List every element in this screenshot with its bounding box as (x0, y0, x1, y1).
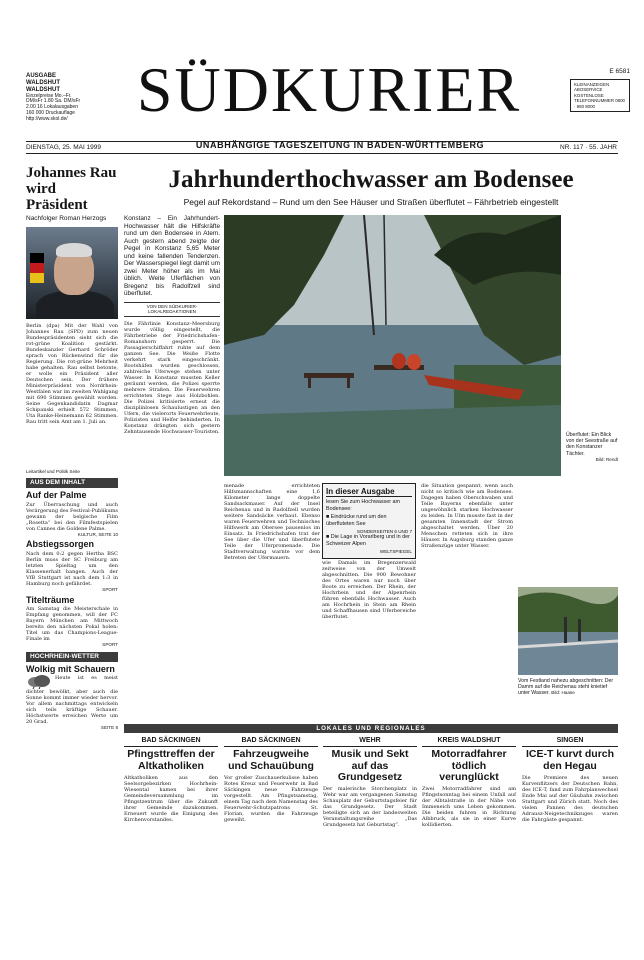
masthead-rule-bottom (26, 153, 618, 154)
small-photo-caption-text: Vom Festland nahezu abgeschnitten: Der Damm auf die Reichenau steht knietief unter Wasser. (518, 678, 614, 697)
teaser-ref-palme: KULTUR, SEITE 10 (77, 531, 118, 537)
box-intro: lesen Sie zum Hochwasser am Bodensee: (326, 499, 401, 512)
section-band-contents: AUS DEM INHALT (26, 478, 118, 488)
teaser-title-palme: Auf der Palme (26, 489, 87, 500)
masthead-rule-top (26, 141, 618, 142)
local-text-2: Vor großer Zuschauerkulisse haben Rotes Kreuz und Feuerwehr in Bad Säckingen neue Fahrzeuge vorgestellt. Am Pfingstsamstag, einem Tag nach dem Namenstag des Feuerwehr-Schutzpatrons St. Florian, wurden die Fahrzeuge geweiht. (224, 774, 318, 823)
local-article-4 (422, 737, 516, 828)
rau-headline: Johannes Rau wird Präsident (26, 165, 117, 213)
box-title: In dieser Ausgabe (326, 487, 412, 497)
german-flag (30, 253, 44, 283)
local-place-5: SINGEN (522, 737, 618, 747)
small-photo-credit: Bild: Haase (551, 690, 575, 696)
edition-label: AUSGABE WALDSHUT WALDSHUT (26, 73, 60, 93)
lead-article-column (124, 215, 220, 651)
main-article-col4: die Situation gespannt, wenn auch nicht so kritisch wie am Bodensee. Dagegen haben Oberschwaben und Teile Bayerns ebenfalls unter ungewöhnlich starken Hochwasser zu leiden. In Ulm musste fast in der gesamten Innenstadt der Strom abgeschaltet werden. Über 20 Menschen retteten sich in ihre Häuser. In Augsburg standen ganze Straßenzüge unter Wasser. (421, 483, 513, 549)
rain-cloud-icon (26, 675, 52, 689)
box-item-2: ■ Die Lage in Vorarlberg und in der Schweizer Alpen (326, 534, 410, 547)
issue-number: NR. 117 · 55. JAHR (560, 144, 617, 151)
teaser-ref-titel: SPORT (102, 642, 118, 648)
main-subheadline: Pegel auf Rekordstand – Rund um den See Häuser und Straßen überflutet – Fährbetrieb eingestellt (183, 197, 559, 207)
local-place-4: KREIS WALDSHUT (422, 737, 516, 747)
left-column (26, 166, 118, 731)
main-headline: Jahrhunderthochwasser am Bodensee (168, 166, 574, 193)
local-article-5 (522, 737, 618, 823)
flood-scene-image (224, 215, 561, 476)
teaser-text-abstieg: Nach dem 0:2 gegen Hertha BSC Berlin muss der SC Freiburg am letzten Spieltag um den Klassenerhalt bangen. Auch der VfB Stuttgart ist nach dem 1:3 in Hamburg noch gefährdet. (26, 551, 118, 588)
issue-date: DIENSTAG, 25. MAI 1999 (26, 144, 102, 151)
dam-scene-image (518, 587, 618, 675)
local-place-2: BAD SÄCKINGEN (224, 737, 318, 747)
main-article-col2: menade errichteten Hilfsmannschaften eine 1,6 Kilometer lange doppelte Sandsackmauer. Auf der Insel Reichenau und in Radolfzell wurden weitere Sandsäcke verbaut. Ebenso waren Feuerwehren und Technisches Hilfswerk am Obersee pausenlos im Einsatz. In Friedrichshafen trat der See über die Ufer und überflutete Teile der Uferpromenade. Die Stadtverwaltung warnte vor dem Betreten der Ufermauern. (224, 483, 320, 561)
local-article-3 (323, 737, 417, 828)
flood-photo-main (224, 215, 561, 476)
rau-article-ref: Leitartikel und Politik Seite (26, 468, 80, 474)
teaser-text-titel: Am Samstag die Meisterschale in Empfang genommen, will der FC Bayern München am Mittwoch bereits den nächsten Pokal holen: Titel um das Champions-League-Finale im (26, 606, 118, 643)
lead-body-text: Die Fährlinie Konstanz–Meersburg wurde völlig eingestellt, die Fährbetriebe der Friedrichshafen–Romanshorn gesperrt. Die Passagierschiffahrt ruhte auf dem ganzen See. Die Weiße Flotte verkehrt stark eingeschränkt. Bootshäfen wurden geschlossen, zahlreiche Uferwege stehen unter Wasser. In Konstanz mussten Keller geräumt werden, die Polizei sperrte mehrere Straßen. Die Feuerwehren errichteten Stege aus Holzbohlen. Die Polizei kritisierte erneut die disziplinlosen Schaulustigen an den Ufern, die vielerorts Feuerwehrleute, Polizisten und Helfer behinderten. In Konstanz drängten sich gestern Zehntausende Hochwasser-Touristen. (124, 320, 220, 435)
local-article-2 (224, 737, 318, 823)
local-headline-5: ICE-T kurvt durch den Hegau (525, 748, 615, 772)
box-item-1: ■ Eindrücke rund um den überfluteten See (326, 514, 387, 527)
local-text-5: Die Premiere des neuen Kurvenflitzers der Deutschen Bahn, des ICE-T, fand zum Fahrplanwechsel Ende Mai auf der Gäubahn zwischen Stuttgart und Zürich statt. Noch des vielen Pannen des deutschen Adrausz-Neigetechnikzuges waren die Fahrgäste gespannt. (522, 774, 618, 823)
reichenau-dam-photo (518, 587, 618, 675)
local-text-4: Zwei Motorradfahrer sind am Pfingstsonntag bei einem Unfall auf der Albtalstraße in der Nähe von Immeneich ums Leben gekommen. Die beiden fuhren in Richtung Albbruck, als sie in einer Kurve kollidierten. (422, 786, 516, 829)
main-photo-credit: Bild: Rendl (595, 456, 618, 462)
box-ref-1: SONDERSEITEN 6 UND 7 (356, 528, 412, 534)
weather-forecast-text: Heute ist es meist dichter bewölkt, aber auch die Sonne kommt immer wieder hervor. Vor allem nachmittags entwickeln sich teils kräftige Schauer. Höchstwerte erreichen Werte um 20 Grad. (26, 675, 118, 726)
rau-article-text: Berlin (dpa) Mit der Wahl von Johannes Rau (SPD) zum neuen Bundespräsidenten sieht sich die rot-grüne Koalition gestärkt. Bundeskanzler Gerhard Schröder sprach von Rückenwind für die Regierung. Die rot-grüne Mehrheit habe gehalten. Rau selbst betonte, er wolle ein Präsident aller Deutschen sein. Der frühere Ministerpräsident von Nordrhein-Westfalen war im zweiten Wahlgang mit 690 Stimmen gewählt worden. Seine Gegenkandidatin Dagmar Schipanski erhielt 572 Stimmen, Uta Ranke-Heinemann 62 Stimmen. Rau tritt sein Amt am 1. Juli an. (26, 322, 118, 425)
masthead-right (570, 68, 630, 112)
main-photo-caption (566, 432, 618, 462)
postal-code: E 6581 (609, 68, 630, 75)
local-headline-2: Fahrzeugweihe und Schauübung (228, 748, 314, 772)
weather-title: Wolkig mit Schauern (26, 663, 115, 674)
teaser-title-titel: Titelträume (26, 594, 75, 605)
local-headline-1: Pfingsttreffen der Altkatholiken (127, 748, 215, 772)
local-text-1: Altkatholiken aus den Seelsorgebezirken Hochrhein-Wiesental kamen bei ihrer Gemeindeversammlung im Pfingstzentrum über die Zukunft ihrer Gemeinde dazukommen. Erneuert wurde die Einigung des Kirchenvorstandes. (124, 774, 218, 823)
teaser-title-abstieg: Abstiegssorgen (26, 539, 95, 550)
main-photo-caption-text: Überflutet: Ein Blick von der Seestraße auf den Konstanzer Tächter. (566, 432, 618, 457)
local-text-3: Der malerische Storchenplatz in Wehr war am vergangenen Samstag Schauplatz der Geburtstagsfeier für das Grundgesetz. Der Stadt beteiligte sich an der landesweiten Veranstaltungsreihe „Das Grundgesetz hat Geburtstag“. (323, 786, 417, 829)
local-article-1 (124, 737, 218, 823)
edition-details: Einzelpreise Mo.–Fr. DM/sFr 1.80 Sa. DM/sFr 2.00 16 Lokalausgaben 160 000 Druckauflage http://www.skol.de/ (26, 92, 81, 122)
local-section-band: LOKALES UND REGIONALES (124, 724, 618, 733)
edition-info (26, 73, 86, 122)
lead-paragraph: Konstanz – Ein Jahrhundert-Hochwasser hält die Hilfskräfte rund um den Bodensee in Atem. Auch gestern abend zeigte der Pegel in Konstanz 5,65 Meter und keine fallenden Tendenzen. Der Wasserspiegel liegt damit um zwei Meter höher als im Mai üblich. Weite Uferflächen von Bregenz bis Radolfzell sind überflutet. (124, 215, 220, 298)
local-place-1: BAD SÄCKINGEN (124, 737, 218, 747)
teaser-text-palme: Zur Überraschung und auch Verärgerung des Festival-Publikums gewann der belgische Film „Rosetta“ bei den Filmfestspielen von Cannes die Goldene Palme. (26, 501, 118, 532)
teaser-ref-abstieg: SPORT (102, 587, 118, 593)
local-place-3: WEHR (323, 737, 417, 747)
local-headline-4: Motorradfahrer tödlich verunglückt (431, 748, 507, 783)
ads-service-box: KLEINANZEIGEN ABOSERVICE KOSTENLOSE TELEFONNUMMER 0800 · 880 8000 (570, 79, 630, 113)
weather-text (26, 675, 118, 725)
section-band-weather: HOCHRHEIN-WETTER (26, 652, 118, 662)
rau-subhead: Nachfolger Roman Herzogs (26, 215, 107, 223)
small-photo-caption (518, 678, 618, 697)
newspaper-title: SÜDKURIER (136, 54, 522, 125)
weather-ref: SEITE 8 (100, 725, 118, 731)
own-reporter-line: VON DEN SÜDKURIER-LOKALREDAKTIONEN (124, 302, 220, 317)
newspaper-subtitle: UNABHÄNGIGE TAGESZEITUNG IN BADEN-WÜRTTEMBERG (195, 140, 485, 150)
local-headline-3: Musik und Sekt auf das Grundgesetz (331, 748, 409, 783)
rau-portrait-photo (26, 227, 118, 319)
in-this-issue-box (322, 483, 416, 559)
box-ref-2: WELTSPIEGEL (379, 549, 412, 555)
main-article-col3: wie Damals im Bregenzerwald zeitweise von der Umwelt abgeschnitten. Die 900 Bewohner des Ortes waren nur noch über Boote zu erreichen. Der Rhein, der Hochrhein und der Alpenrhein führen ebenfalls Hochwasser. Auch am Hochrhein in Stein am Rhein und Schaffhausen sind Uferbereiche überflutet. (322, 560, 416, 620)
